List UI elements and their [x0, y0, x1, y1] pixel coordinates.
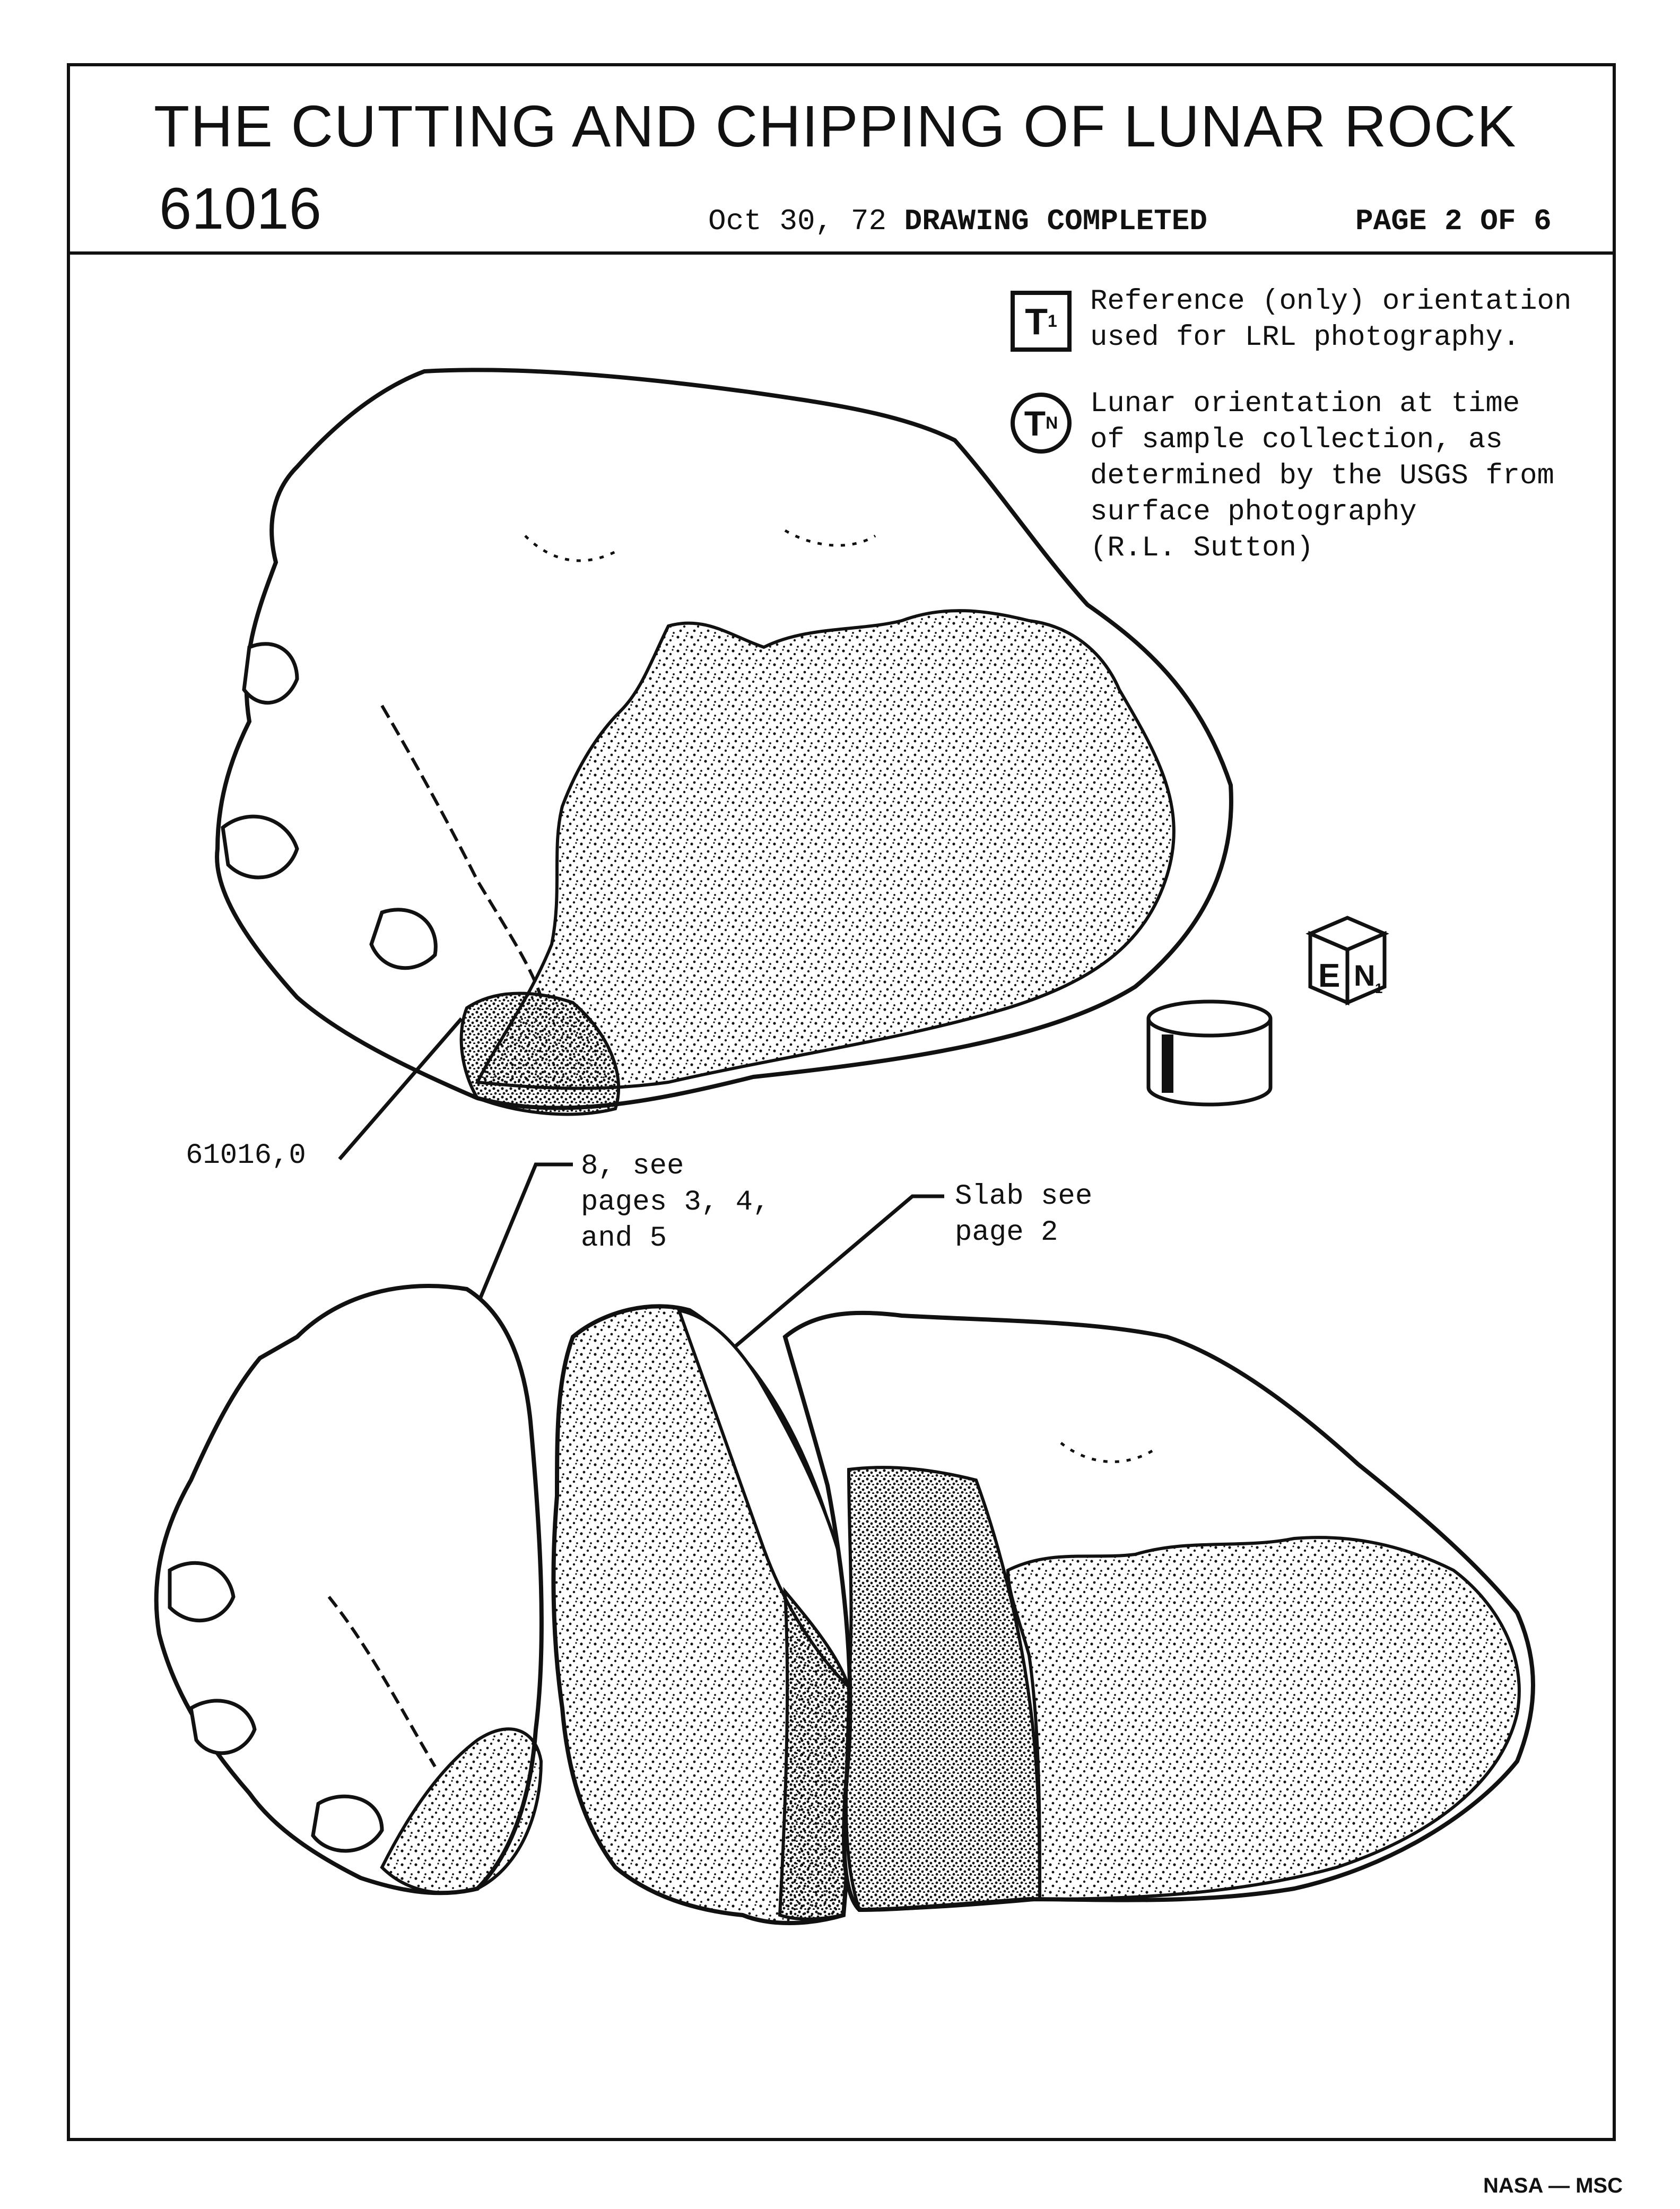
reference-symbol: T — [1025, 300, 1048, 342]
page-of: OF — [1480, 204, 1516, 238]
page-title: THE CUTTING AND CHIPPING OF LUNAR ROCK — [154, 94, 1517, 159]
label-line: pages 3, 4, — [581, 1186, 770, 1219]
cube-face-e: E — [1318, 958, 1340, 994]
cylinder-band — [1162, 1034, 1173, 1093]
cylinder-top — [1148, 1002, 1270, 1036]
label-line: Slab see — [955, 1180, 1093, 1213]
reference-subscript: 1 — [1047, 311, 1057, 331]
label-main-sample: 61016,0 — [186, 1140, 306, 1172]
label-line: 8, see — [581, 1150, 684, 1182]
orientation-cube — [1310, 918, 1385, 1003]
page-current: 2 — [1444, 204, 1463, 238]
scale-cylinder — [1148, 1002, 1270, 1104]
drawing-status: DRAWING COMPLETED — [904, 204, 1207, 238]
page-total: 6 — [1534, 204, 1552, 238]
legend-line: surface photography — [1090, 496, 1417, 528]
label-slab — [955, 1179, 1092, 1251]
legend-line: Lunar orientation at time — [1090, 388, 1520, 420]
label-line: page 2 — [955, 1216, 1058, 1249]
rock-right-remainder — [785, 1313, 1533, 1910]
page-prefix: PAGE — [1355, 204, 1427, 238]
legend-line: used for LRL photography. — [1090, 321, 1520, 354]
cube-face-n: N — [1354, 959, 1376, 992]
remainder-stippled-face — [1008, 1537, 1519, 1899]
lunar-symbol: T — [1024, 403, 1046, 443]
leader-piece8 — [477, 1164, 573, 1305]
sample-number: 61016 — [159, 176, 321, 241]
legend-line: determined by the USGS from — [1090, 460, 1554, 492]
rock-61016-0 — [217, 370, 1231, 1114]
footer-credit: NASA — MSC — [1483, 2174, 1623, 2197]
label-piece-8 — [581, 1149, 770, 1257]
cube-face-subscript: 1 — [1375, 980, 1383, 996]
legend-line: (R.L. Sutton) — [1090, 532, 1314, 564]
label-line: and 5 — [581, 1222, 667, 1255]
drawing-date: Oct 30, 72 — [708, 204, 887, 238]
legend-line: of sample collection, as — [1090, 424, 1503, 456]
legend-line: Reference (only) orientation — [1090, 285, 1572, 318]
lunar-subscript: N — [1046, 413, 1058, 432]
rock-piece-8 — [156, 1286, 542, 1893]
